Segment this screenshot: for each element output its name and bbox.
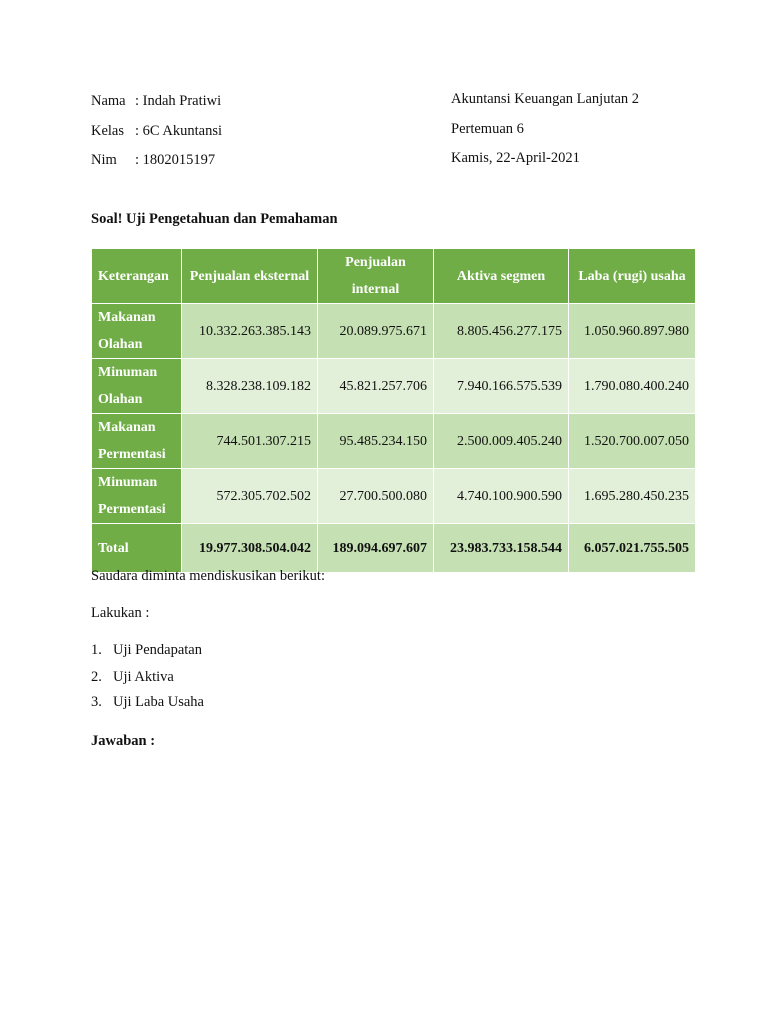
instructions-lakukan: Lakukan : [91,605,150,621]
meeting-number: Pertemuan 6 [451,121,524,137]
list-number: 2. [91,669,102,685]
list-text: Uji Laba Usaha [113,694,204,710]
total-cell: 6.057.021.755.505 [569,524,696,573]
table-cell: 1.520.700.007.050 [569,414,696,469]
table-cell: 27.700.500.080 [318,469,434,524]
row-label: Minuman Permentasi [92,469,182,524]
table-cell: 1.695.280.450.235 [569,469,696,524]
row-label: Makanan Olahan [92,304,182,359]
column-header: Laba (rugi) usaha [569,249,696,304]
table-row [92,359,696,414]
table-cell: 572.305.702.502 [182,469,318,524]
column-header: Penjualan internal [318,249,434,304]
list-item [91,692,204,712]
table-cell: 10.332.263.385.143 [182,304,318,359]
info-value-nama: : Indah Pratiwi [135,93,222,109]
date-text: Kamis, 22-April-2021 [451,150,580,166]
table-header-row [92,249,696,304]
segment-table [91,248,696,573]
table-cell: 4.740.100.900.590 [434,469,569,524]
total-cell: 23.983.733.158.544 [434,524,569,573]
table-cell: 20.089.975.671 [318,304,434,359]
table-row [92,469,696,524]
table-cell: 1.050.960.897.980 [569,304,696,359]
list-text: Uji Aktiva [113,669,174,685]
instructions-intro: Saudara diminta mendiskusikan berikut: [91,568,325,584]
table-cell: 2.500.009.405.240 [434,414,569,469]
list-item [91,640,202,660]
info-label-nama: Nama [91,93,126,109]
table-cell: 45.821.257.706 [318,359,434,414]
course-name: Akuntansi Keuangan Lanjutan 2 [451,91,640,107]
total-cell: 189.094.697.607 [318,524,434,573]
list-number: 3. [91,694,102,710]
table-cell: 8.328.238.109.182 [182,359,318,414]
row-label: Makanan Permentasi [92,414,182,469]
section-title: Soal! Uji Pengetahuan dan Pemahaman [91,211,338,227]
column-header: Keterangan [92,249,182,304]
table-cell: 8.805.456.277.175 [434,304,569,359]
total-cell: 19.977.308.504.042 [182,524,318,573]
list-number: 1. [91,642,102,658]
total-label: Total [92,524,182,573]
list-item [91,667,174,687]
table-cell: 1.790.080.400.240 [569,359,696,414]
answer-label: Jawaban : [91,733,156,749]
table-cell: 744.501.307.215 [182,414,318,469]
table-row [92,414,696,469]
info-label-kelas: Kelas [91,123,125,139]
column-header: Penjualan eksternal [182,249,318,304]
list-text: Uji Pendapatan [113,642,202,658]
table-cell: 7.940.166.575.539 [434,359,569,414]
info-label-nim: Nim [91,152,117,168]
info-value-kelas: : 6C Akuntansi [135,123,223,139]
row-label: Minuman Olahan [92,359,182,414]
column-header: Aktiva segmen [434,249,569,304]
table-cell: 95.485.234.150 [318,414,434,469]
table-row [92,304,696,359]
info-value-nim: : 1802015197 [135,152,216,168]
